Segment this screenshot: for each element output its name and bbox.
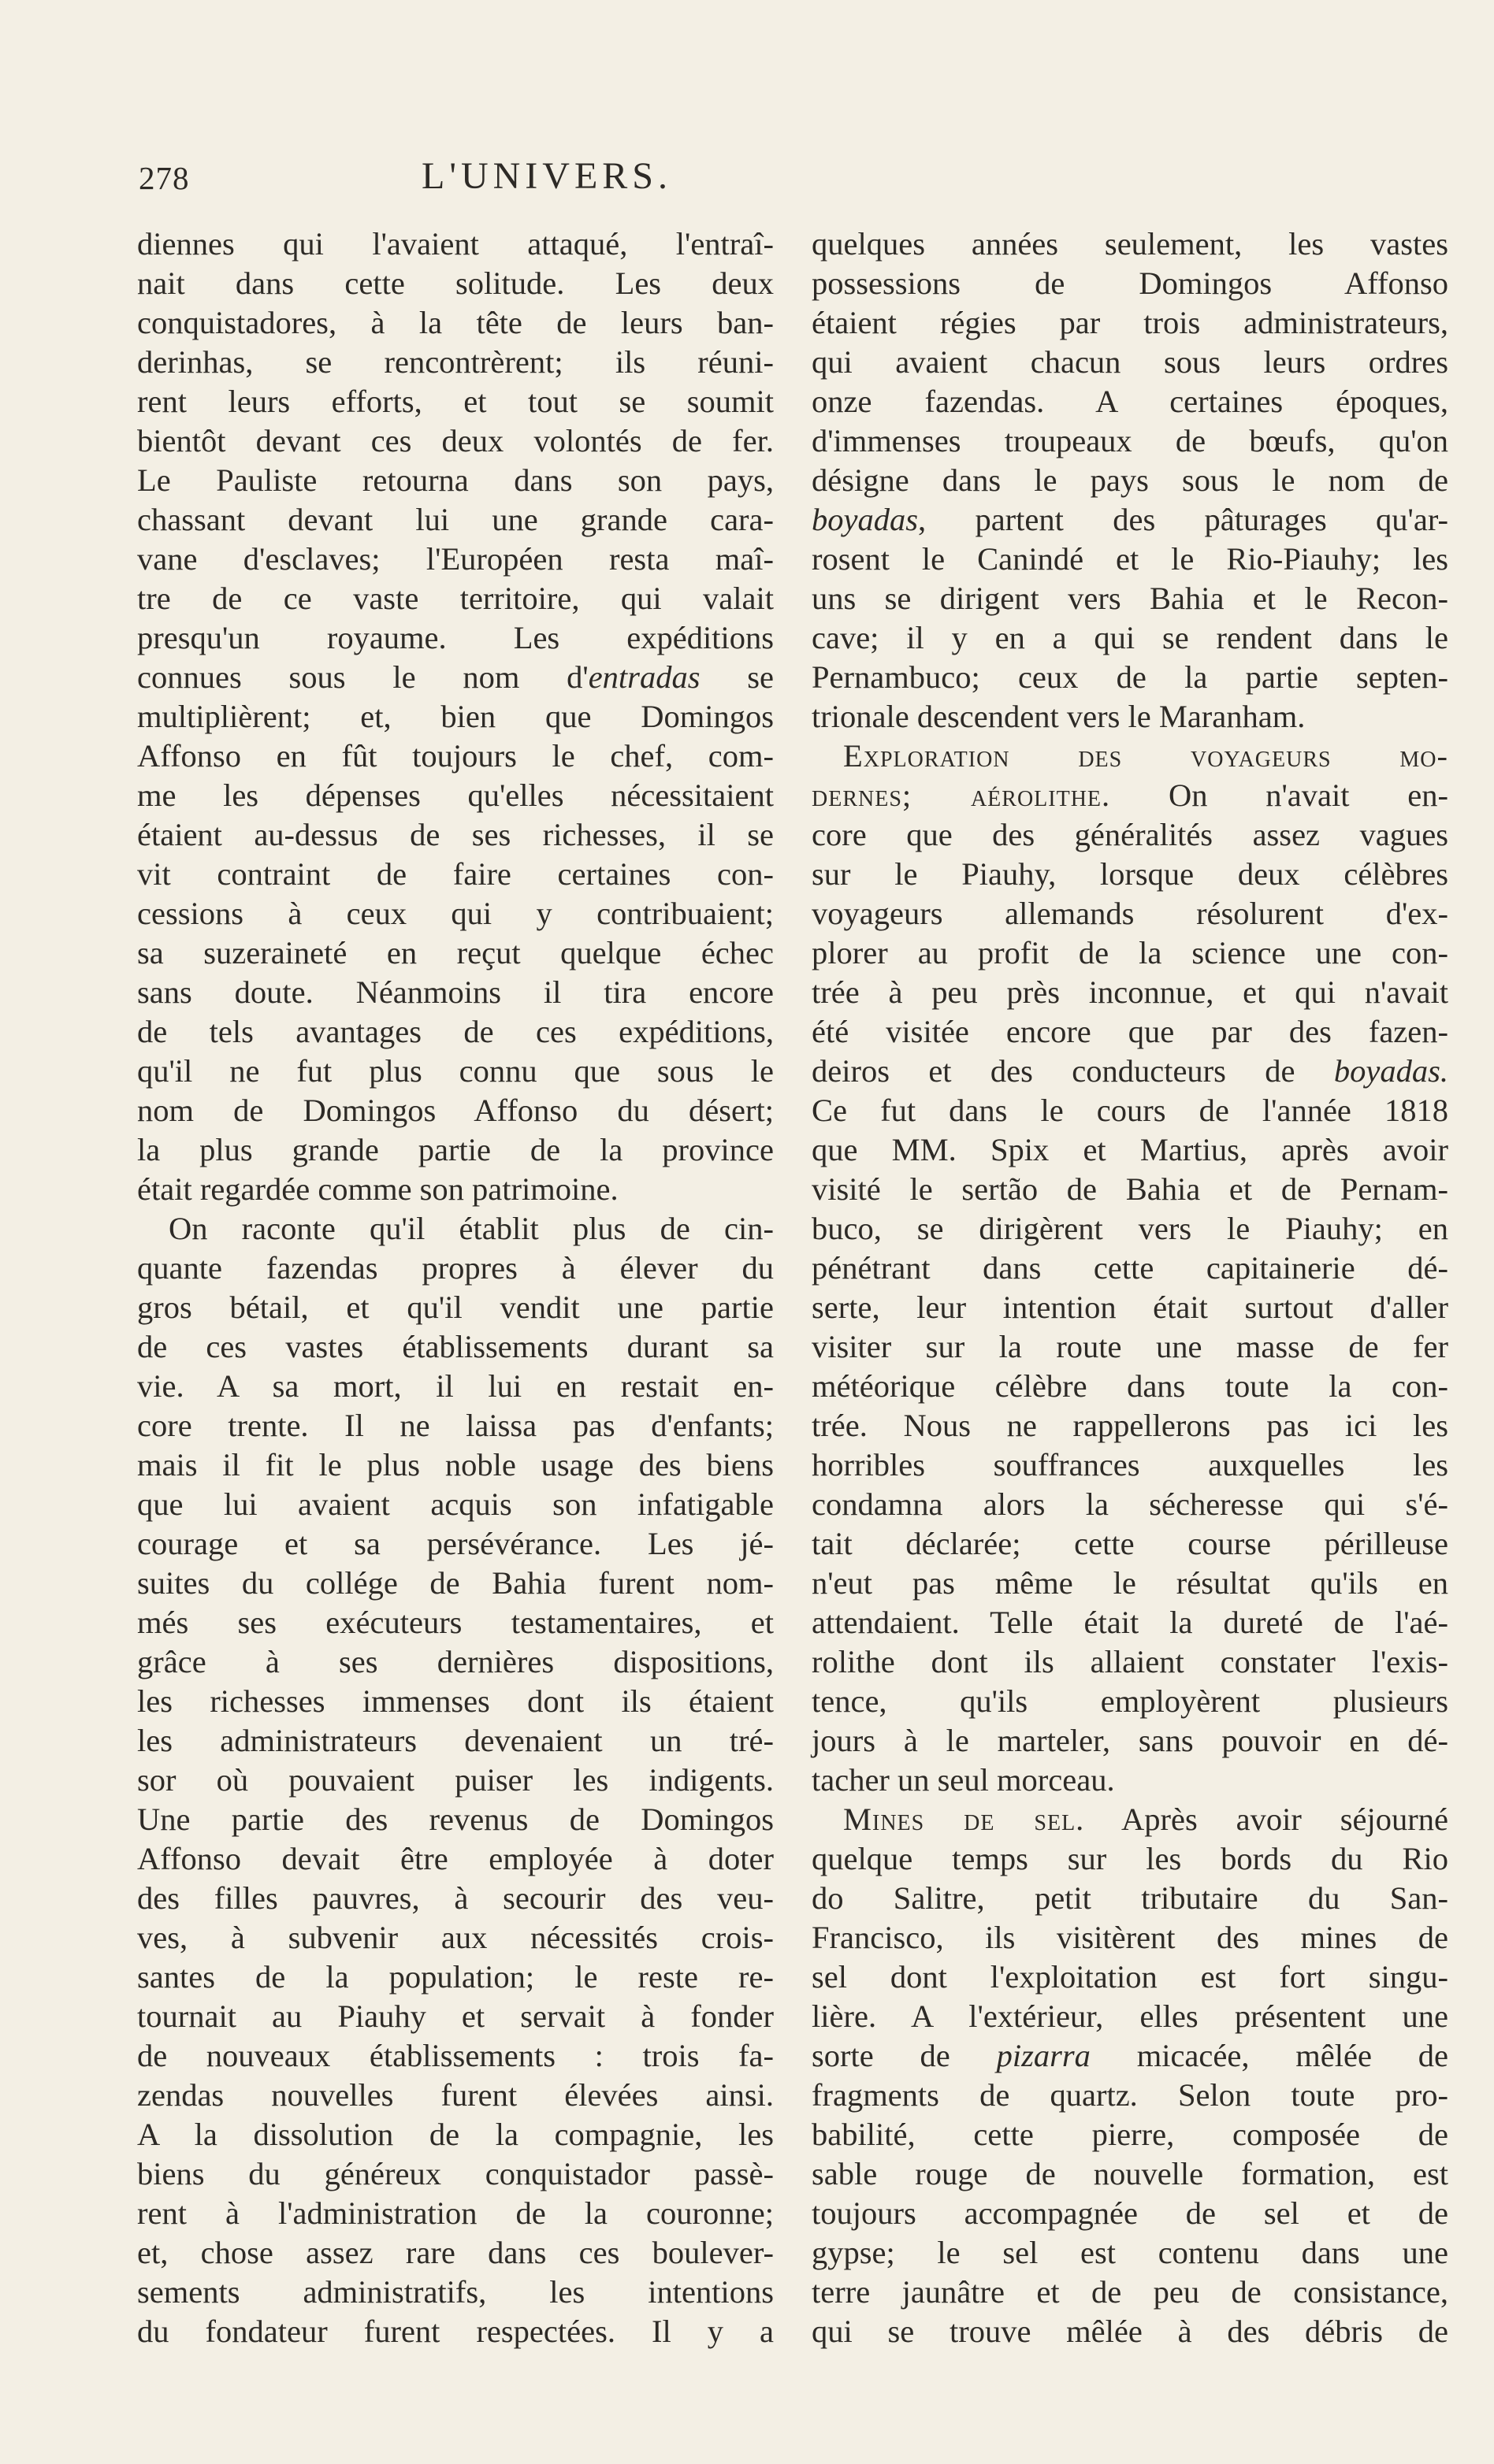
- text-line: pénétrant dans cette capitainerie dé-: [812, 1250, 1448, 1286]
- text-line: do Salitre, petit tributaire du San-: [812, 1880, 1448, 1916]
- text-line: possessions de Domingos Affonso: [812, 265, 1448, 301]
- text-line: de nouveaux établissements : trois fa-: [137, 2038, 774, 2073]
- text-line: santes de la population; le reste re-: [137, 1959, 774, 1995]
- text-line: biens du généreux conquistador passè-: [137, 2156, 774, 2191]
- text-line: horribles souffrances auxquelles les: [812, 1447, 1448, 1482]
- text-run: micacée, mêlée de: [1090, 2038, 1449, 2073]
- right-column: [812, 225, 1448, 2351]
- text-line: uns se dirigent vers Bahia et le Recon-: [812, 581, 1448, 616]
- text-line: terre jaunâtre et de peu de consistance,: [812, 2274, 1448, 2310]
- text-line: n'eut pas même le résultat qu'ils en: [812, 1565, 1448, 1601]
- running-title: L'UNIVERS.: [422, 155, 672, 197]
- text-line: babilité, cette pierre, composée de: [812, 2117, 1448, 2152]
- text-line: courage et sa persévérance. Les jé-: [137, 1526, 774, 1561]
- text-line: On raconte qu'il établit plus de cin-: [169, 1211, 774, 1246]
- text-line: qui se trouve mêlée à des débris de: [812, 2314, 1448, 2349]
- text-line: trée. Nous ne rappellerons pas ici les: [812, 1408, 1448, 1443]
- text-line: que MM. Spix et Martius, après avoir: [812, 1132, 1448, 1167]
- text-line: rent à l'administration de la couronne;: [137, 2195, 774, 2231]
- text-line: sur le Piauhy, lorsque deux célèbres: [812, 856, 1448, 892]
- text-line: visiter sur la route une masse de fer: [812, 1329, 1448, 1364]
- text-line: jours à le marteler, sans pouvoir en dé-: [812, 1723, 1448, 1758]
- text-line: me les dépenses qu'elles nécessitaient: [137, 777, 774, 813]
- text-line: météorique célèbre dans toute la con-: [812, 1368, 1448, 1404]
- text-line: attendaient. Telle était la dureté de l'aé-: [812, 1605, 1448, 1640]
- text-line: désigne dans le pays sous le nom de: [812, 462, 1448, 498]
- text-line: zendas nouvelles furent élevées ainsi.: [137, 2077, 774, 2113]
- text-line: core trente. Il ne laissa pas d'enfants;: [137, 1408, 774, 1443]
- text-line: quelque temps sur les bords du Rio: [812, 1841, 1448, 1876]
- text-line: quante fazendas propres à élever du: [137, 1250, 774, 1286]
- text-line: étaient au-dessus de ses richesses, il se: [137, 817, 774, 852]
- text-line: de tels avantages de ces expéditions,: [137, 1014, 774, 1049]
- text-line: [812, 1052, 1448, 1091]
- left-column: [137, 225, 774, 2351]
- text-line: de ces vastes établissements durant sa: [137, 1329, 774, 1364]
- text-line: derinhas, se rencontrèrent; ils réuni-: [137, 344, 774, 380]
- text-line: serte, leur intention était surtout d'aller: [812, 1290, 1448, 1325]
- text-line: été visitée encore que par des fazen-: [812, 1014, 1448, 1049]
- text-line: et, chose assez rare dans ces boulever-: [137, 2235, 774, 2270]
- text-run: sorte de: [812, 2038, 997, 2073]
- text-line: vie. A sa mort, il lui en restait en-: [137, 1368, 774, 1404]
- italic-term: boyadas.: [1333, 1053, 1448, 1089]
- text-line: presqu'un royaume. Les expéditions: [137, 620, 774, 655]
- text-line: [812, 737, 1448, 776]
- text-line: visité le sertão de Bahia et de Pernam-: [812, 1171, 1448, 1207]
- text-line: la plus grande partie de la province: [137, 1132, 774, 1167]
- text-line: Une partie des revenus de Domingos: [137, 1802, 774, 1837]
- paragraph: [812, 225, 1448, 737]
- text-line: Francisco, ils visitèrent des mines de: [812, 1920, 1448, 1955]
- text-line: [812, 500, 1448, 540]
- text-line: més ses exécuteurs testamentaires, et: [137, 1605, 774, 1640]
- text-run: , partent des pâturages qu'ar-: [918, 502, 1448, 537]
- paragraph: [137, 225, 774, 1209]
- italic-term: boyadas: [812, 502, 918, 537]
- text-line: gypse; le sel est contenu dans une: [812, 2235, 1448, 2270]
- text-line: chassant devant lui une grande cara-: [137, 502, 774, 537]
- text-line: toujours accompagnée de sel et de: [812, 2195, 1448, 2231]
- text-line: cave; il y en a qui se rendent dans le: [812, 620, 1448, 655]
- text-line: bientôt devant ces deux volontés de fer.: [137, 423, 774, 458]
- text-line: Affonso devait être employée à doter: [137, 1841, 774, 1876]
- text-line: core que des généralités assez vagues: [812, 817, 1448, 852]
- italic-term: entradas: [588, 659, 701, 695]
- text-line: les administrateurs devenaient un tré-: [137, 1723, 774, 1758]
- text-line: rolithe dont ils allaient constater l'exis-: [812, 1644, 1448, 1679]
- text-line: ves, à subvenir aux nécessités crois-: [137, 1920, 774, 1955]
- paragraph: [137, 1209, 774, 2351]
- text-line: [137, 658, 774, 697]
- text-line: les richesses immenses dont ils étaient: [137, 1683, 774, 1719]
- italic-term: pizarra: [996, 2038, 1091, 2073]
- section-heading: Exploration des voyageurs mo-: [843, 738, 1448, 774]
- text-line: multiplièrent; et, bien que Domingos: [137, 699, 774, 734]
- text-line: du fondateur furent respectées. Il y a: [137, 2314, 774, 2349]
- text-line: rent leurs efforts, et tout se soumit: [137, 384, 774, 419]
- text-run: se: [700, 659, 774, 695]
- text-line: qu'il ne fut plus connu que sous le: [137, 1053, 774, 1089]
- text-line: sa suzeraineté en reçut quelque échec: [137, 935, 774, 970]
- text-line: fragments de quartz. Selon toute pro-: [812, 2077, 1448, 2113]
- text-line: tence, qu'ils employèrent plusieurs: [812, 1683, 1448, 1719]
- text-line: [812, 776, 1448, 815]
- text-line: Affonso en fût toujours le chef, com-: [137, 738, 774, 774]
- text-line: trée à peu près inconnue, et qui n'avait: [812, 974, 1448, 1010]
- text-line: gros bétail, et qu'il vendit une partie: [137, 1290, 774, 1325]
- text-line: grâce à ses dernières dispositions,: [137, 1644, 774, 1679]
- text-line: était regardée comme son patrimoine.: [137, 1171, 619, 1207]
- text-line: [812, 1800, 1448, 1839]
- text-run: deiros et des conducteurs de: [812, 1053, 1334, 1089]
- text-line: A la dissolution de la compagnie, les: [137, 2117, 774, 2152]
- section-heading: dernes; aérolithe.: [812, 777, 1111, 813]
- text-line: diennes qui l'avaient attaqué, l'entraî-: [137, 226, 774, 262]
- text-line: [812, 2036, 1448, 2076]
- text-line: sans doute. Néanmoins il tira encore: [137, 974, 774, 1010]
- text-line: onze fazendas. A certaines époques,: [812, 384, 1448, 419]
- text-run: On n'avait en-: [1110, 777, 1448, 813]
- text-line: mais il fit le plus noble usage des biens: [137, 1447, 774, 1482]
- text-line: que lui avaient acquis son infatigable: [137, 1486, 774, 1522]
- text-line: sable rouge de nouvelle formation, est: [812, 2156, 1448, 2191]
- text-line: voyageurs allemands résolurent d'ex-: [812, 896, 1448, 931]
- page-header: [139, 154, 924, 205]
- text-line: tacher un seul morceau.: [812, 1762, 1115, 1798]
- text-line: qui avaient chacun sous leurs ordres: [812, 344, 1448, 380]
- text-line: tait déclarée; cette course périlleuse: [812, 1526, 1448, 1561]
- text-line: tournait au Piauhy et servait à fonder: [137, 1998, 774, 2034]
- text-line: nait dans cette solitude. Les deux: [137, 265, 774, 301]
- text-line: sor où pouvaient puiser les indigents.: [137, 1762, 774, 1798]
- text-line: sel dont l'exploitation est fort singu-: [812, 1959, 1448, 1995]
- text-run: Après avoir séjourné: [1084, 1802, 1448, 1837]
- text-line: Le Pauliste retourna dans son pays,: [137, 462, 774, 498]
- text-line: suites du collége de Bahia furent nom-: [137, 1565, 774, 1601]
- text-line: buco, se dirigèrent vers le Piauhy; en: [812, 1211, 1448, 1246]
- text-line: cessions à ceux qui y contribuaient;: [137, 896, 774, 931]
- text-line: vane d'esclaves; l'Européen resta maî-: [137, 541, 774, 577]
- section-heading: Mines de sel.: [843, 1802, 1085, 1837]
- text-line: étaient régies par trois administrateurs,: [812, 305, 1448, 340]
- text-line: sements administratifs, les intentions: [137, 2274, 774, 2310]
- text-line: quelques années seulement, les vastes: [812, 226, 1448, 262]
- text-line: d'immenses troupeaux de bœufs, qu'on: [812, 423, 1448, 458]
- text-line: condamna alors la sécheresse qui s'é-: [812, 1486, 1448, 1522]
- text-line: nom de Domingos Affonso du désert;: [137, 1093, 774, 1128]
- paragraph: [812, 1800, 1448, 2351]
- text-run: connues sous le nom d': [137, 659, 589, 695]
- paragraph: [812, 737, 1448, 1800]
- text-line: des filles pauvres, à secourir des veu-: [137, 1880, 774, 1916]
- text-line: lière. A l'extérieur, elles présentent une: [812, 1998, 1448, 2034]
- text-line: conquistadores, à la tête de leurs ban-: [137, 305, 774, 340]
- page-number: 278: [139, 160, 190, 196]
- text-line: rosent le Canindé et le Rio-Piauhy; les: [812, 541, 1448, 577]
- text-line: trionale descendent vers le Maranham.: [812, 699, 1306, 734]
- text-line: Pernambuco; ceux de la partie septen-: [812, 659, 1448, 695]
- text-line: Ce fut dans le cours de l'année 1818: [812, 1093, 1448, 1128]
- text-line: plorer au profit de la science une con-: [812, 935, 1448, 970]
- text-line: vit contraint de faire certaines con-: [137, 856, 774, 892]
- text-line: tre de ce vaste territoire, qui valait: [137, 581, 774, 616]
